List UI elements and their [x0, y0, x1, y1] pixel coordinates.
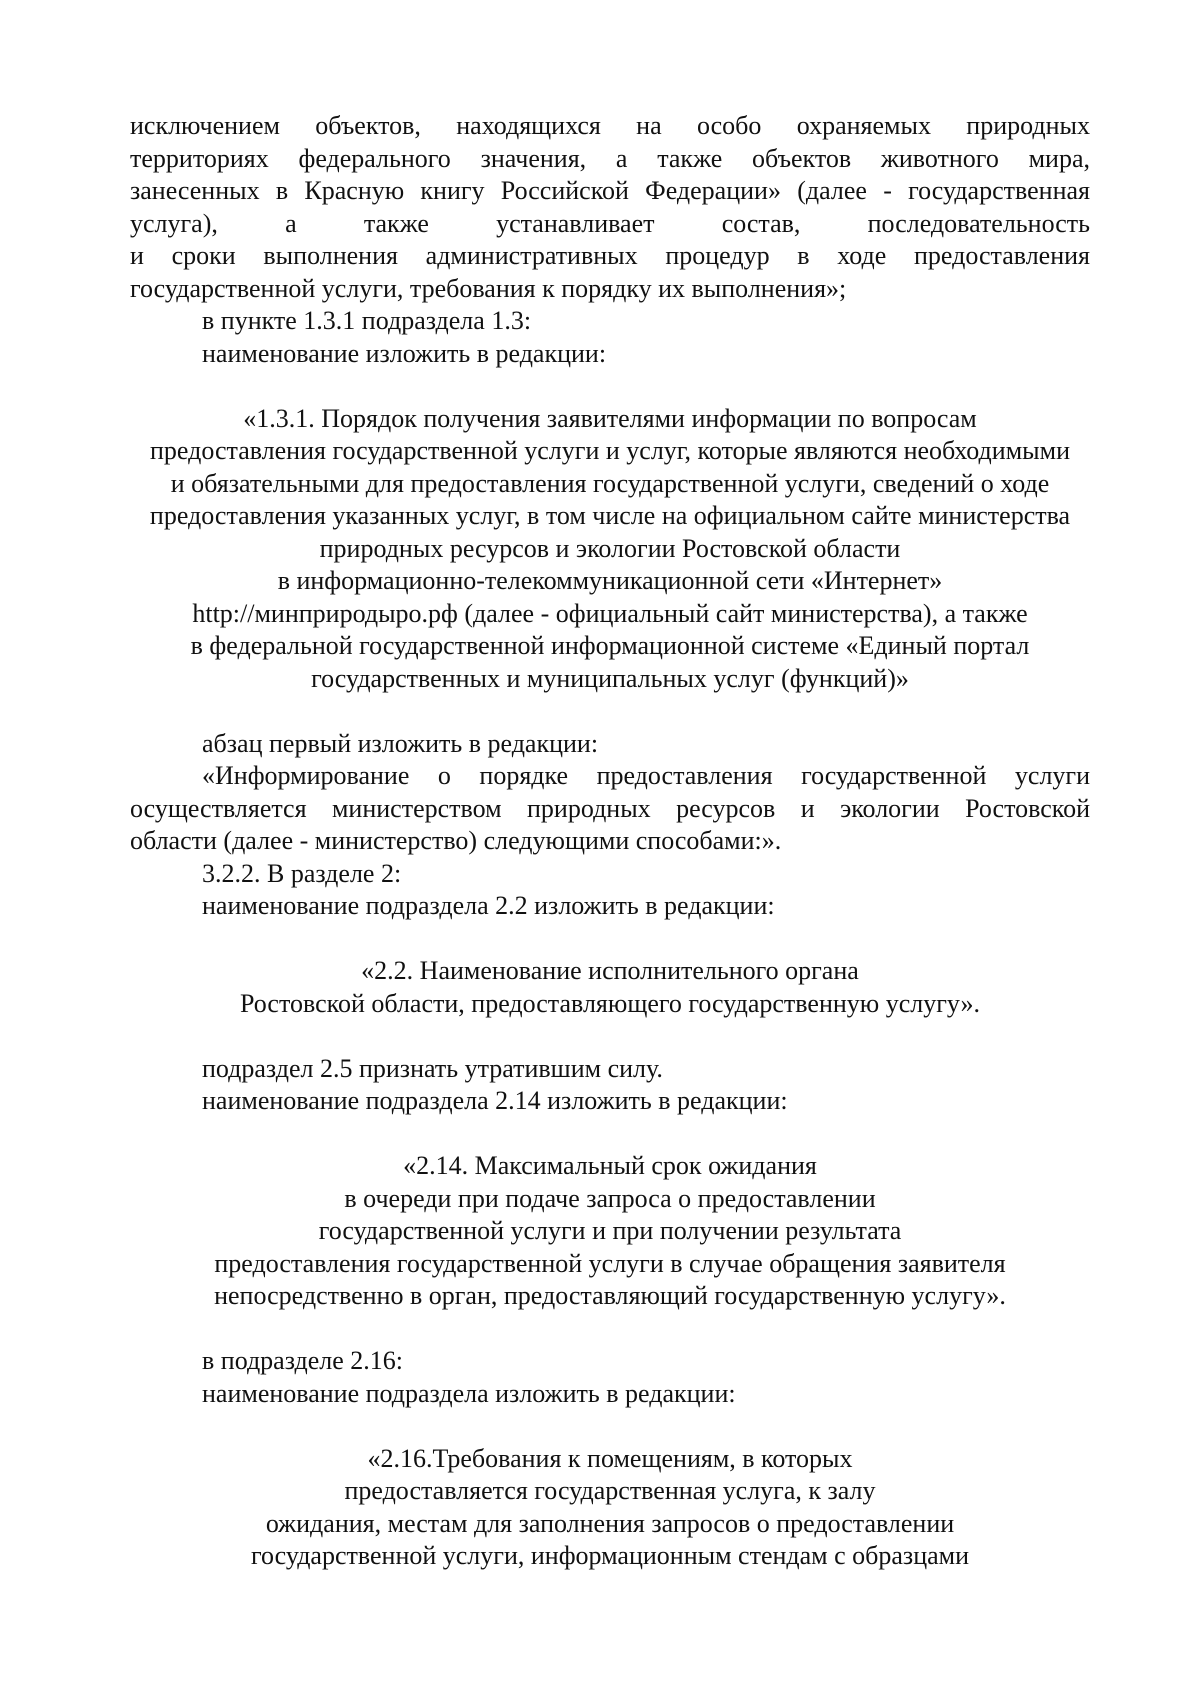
- section-2-heading: 3.2.2. В разделе 2:: [202, 858, 402, 888]
- text-line: услуга), а также устанавливает состав, последовательность: [130, 208, 1090, 238]
- intro-paragraph: [130, 110, 1090, 305]
- text-line: осуществляется министерством природных ресурсов и экологии Ростовской: [130, 793, 1090, 823]
- heading-line: государственных и муниципальных услуг (функций)»: [311, 663, 909, 693]
- heading-line: государственной услуги, информационным стендам с образцами: [250, 1541, 970, 1570]
- text-line: государственной услуги, требования к порядку их выполнения»;: [130, 273, 847, 303]
- heading-line: «1.3.1. Порядок получения заявителями информации по вопросам: [243, 403, 977, 433]
- spacer: [130, 1410, 1090, 1443]
- heading-2-14: [130, 1150, 1090, 1313]
- heading-line: предоставления государственной услуги и услуг, которые являются необходимыми: [149, 436, 1070, 465]
- heading-line: государственной услуги и при получении результата: [318, 1216, 902, 1245]
- text-line: занесенных в Красную книгу Российской Федерации» (далее - государственная: [130, 176, 1090, 205]
- first-paragraph-instruction: абзац первый изложить в редакции:: [202, 728, 599, 758]
- subsection-2-5-instruction: подраздел 2.5 признать утратившим силу.: [202, 1053, 663, 1083]
- text-line: области (далее - министерство) следующими способами:».: [130, 826, 782, 855]
- text-line: и сроки выполнения административных процедур в ходе предоставления: [130, 241, 1090, 270]
- heading-line: в информационно-телекоммуникационной сети «Интернет»: [277, 566, 943, 595]
- spacer: [130, 1313, 1090, 1346]
- subsection-2-16-instruction: в подразделе 2.16:: [202, 1346, 404, 1375]
- spacer: [130, 1118, 1090, 1151]
- spacer: [130, 370, 1090, 403]
- spacer: [130, 1020, 1090, 1053]
- heading-2-2: [130, 955, 1090, 1020]
- heading-line: и обязательными для предоставления государственной услуги, сведений о ходе: [170, 468, 1050, 498]
- heading-2-16: [130, 1443, 1090, 1573]
- naming-2-14-instruction: наименование подраздела 2.14 изложить в редакции:: [202, 1086, 788, 1115]
- heading-line: «2.16.Требования к помещениям, в которых: [367, 1443, 853, 1473]
- point-1-3-1-instruction: в пункте 1.3.1 подраздела 1.3:: [202, 306, 532, 335]
- heading-line: «2.14. Максимальный срок ожидания: [403, 1151, 817, 1180]
- heading-line: природных ресурсов и экологии Ростовской области: [319, 533, 901, 563]
- text-line: территориях федерального значения, а также объектов животного мира,: [130, 143, 1090, 173]
- heading-line: «2.2. Наименование исполнительного органа: [361, 956, 859, 985]
- naming-2-16-instruction: наименование подраздела изложить в редакции:: [202, 1378, 736, 1408]
- naming-2-2-instruction: наименование подраздела 2.2 изложить в редакции:: [202, 891, 775, 920]
- first-paragraph-text: [130, 760, 1090, 858]
- document-page: [130, 110, 1090, 1573]
- heading-line: предоставления государственной услуги в случае обращения заявителя: [214, 1248, 1006, 1278]
- text-line: «Информирование о порядке предоставления государственной услуги: [202, 761, 1090, 790]
- heading-line: http://минприродыро.рф (далее - официальный сайт министерства), а также: [192, 598, 1028, 628]
- heading-line: предоставления указанных услуг, в том числе на официальном сайте министерства: [149, 501, 1071, 530]
- spacer: [130, 923, 1090, 956]
- heading-line: предоставляется государственная услуга, к залу: [344, 1476, 876, 1505]
- naming-instruction: наименование изложить в редакции:: [202, 338, 607, 368]
- heading-1-3-1: [130, 403, 1090, 696]
- heading-line: в очереди при подаче запроса о предоставлении: [344, 1183, 876, 1213]
- text-line: исключением объектов, находящихся на особо охраняемых природных: [130, 111, 1090, 140]
- heading-line: ожидания, местам для заполнения запросов о предоставлении: [265, 1508, 955, 1538]
- heading-line: в федеральной государственной информационной системе «Единый портал: [190, 631, 1030, 660]
- spacer: [130, 695, 1090, 728]
- heading-line: непосредственно в орган, предоставляющий государственную услугу».: [214, 1281, 1006, 1310]
- heading-line: Ростовской области, предоставляющего государственную услугу».: [239, 988, 981, 1018]
